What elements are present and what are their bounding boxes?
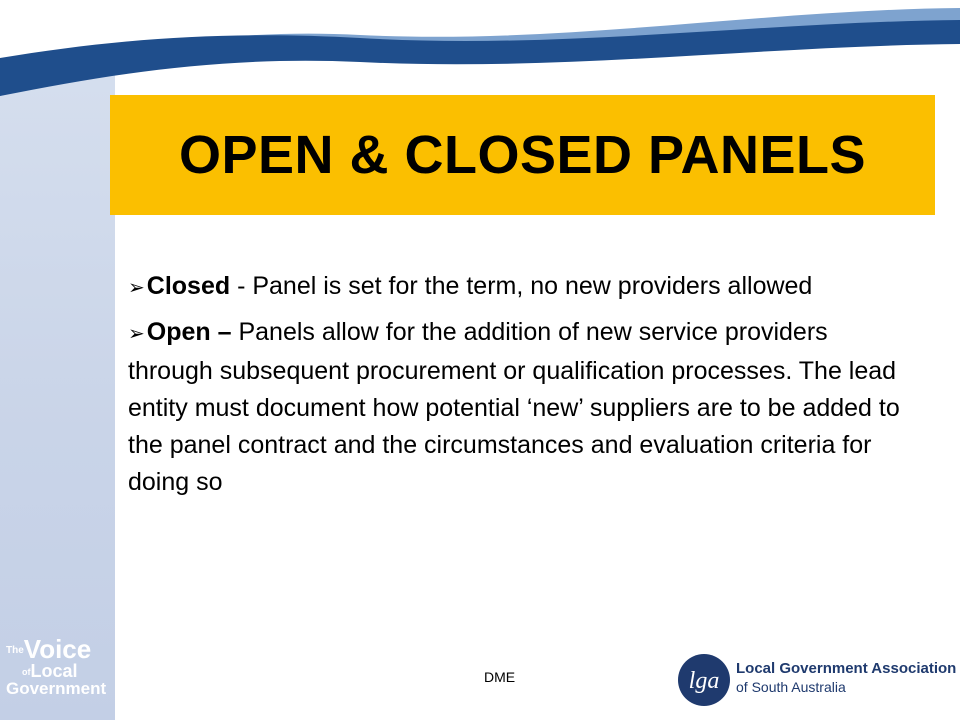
- arrow-bullet-icon: ➢: [128, 277, 145, 299]
- lga-wordmark: [736, 660, 956, 696]
- lga-region: of South Australia: [736, 679, 846, 695]
- footer-label: DME: [484, 669, 516, 685]
- voice-word: Voice: [23, 634, 92, 664]
- slide-title: OPEN & CLOSED PANELS: [178, 125, 867, 185]
- bullet-text: Panels allow for the addition of new service providers through subsequent procurement or qualification processes. The lead entity must document how potential ‘new’ suppliers are to be added to the panel contract and the circumstances and evaluation criteria for doing so: [128, 318, 900, 496]
- bullet-open: [128, 314, 918, 501]
- bullet-list: [128, 268, 918, 508]
- voice-the: The: [6, 645, 24, 657]
- bullet-closed: [128, 268, 918, 307]
- bullet-term: Closed: [146, 272, 231, 300]
- lga-monogram: lga: [688, 668, 720, 694]
- header-swoosh-icon: [0, 0, 960, 110]
- bullet-text: - Panel is set for the term, no new providers allowed: [230, 272, 813, 300]
- voice-of-local-government-logo: [6, 636, 112, 697]
- voice-local: Local: [30, 661, 78, 681]
- voice-government: Government: [6, 679, 107, 698]
- arrow-bullet-icon: ➢: [128, 323, 145, 345]
- lga-name: Local Government Association: [736, 660, 957, 677]
- title-banner: [110, 95, 935, 215]
- voice-of: of: [22, 666, 31, 677]
- bullet-term: Open –: [146, 318, 232, 346]
